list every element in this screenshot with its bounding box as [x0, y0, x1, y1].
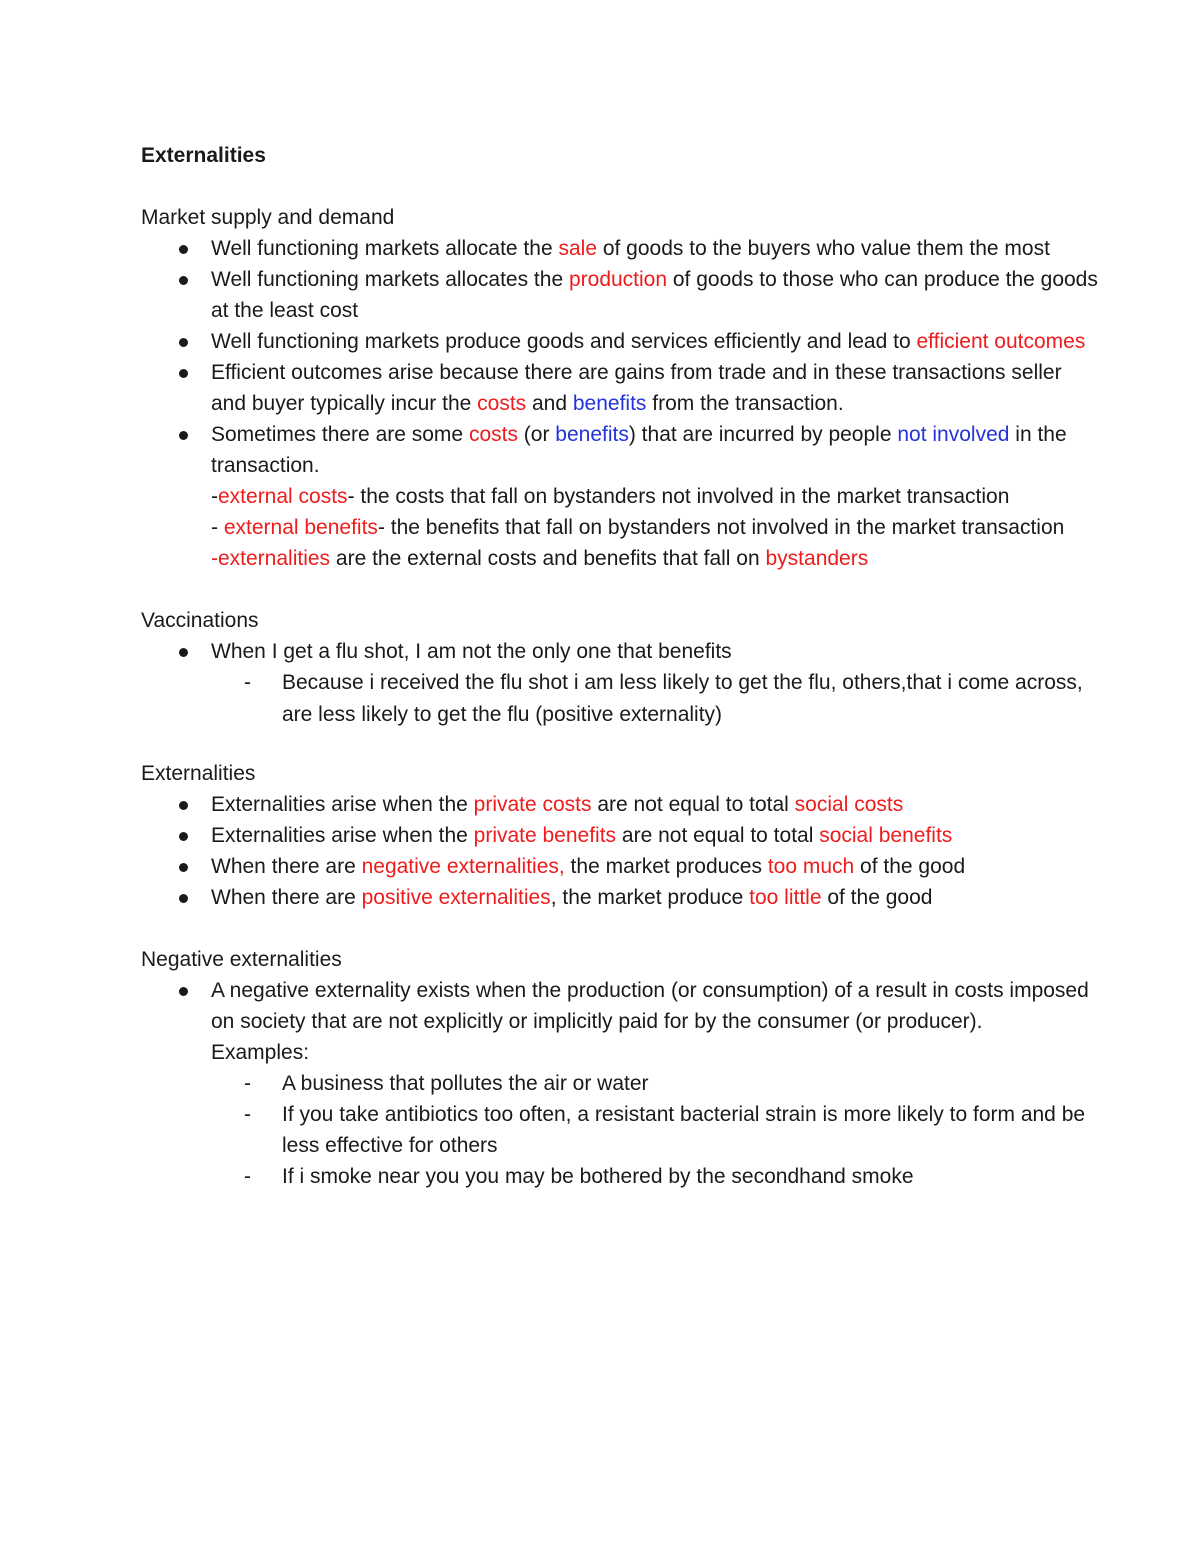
dash-list-examples — [211, 1068, 1101, 1192]
dash-list-vaccinations — [211, 667, 1101, 731]
bullet-list-negative-externalities — [141, 975, 1101, 1192]
section-heading-vaccinations: Vaccinations — [141, 609, 259, 632]
list-item: A negative externality exists when the production (or consumption) of a result in costs imposed on society that are not explicitly or implicitly paid for by the consumer (or producer). Examples: - A business that pollutes the air or water - If you take antibiotics too often, a resistant bacterial strain is more likely to form and be less effective for others - If i smoke near you you may be bothered by the secondhand smoke — [141, 975, 1101, 1192]
section-heading-market: Market supply and demand — [141, 206, 395, 229]
list-item: When there are negative externalities, the market produces too much of the good — [141, 851, 1101, 882]
definition-external-costs: -external costs- the costs that fall on bystanders not involved in the market transaction — [211, 485, 1010, 508]
section-heading-externalities: Externalities — [141, 762, 256, 785]
document-body — [141, 140, 1101, 1192]
bullet-list-market — [141, 233, 1101, 574]
list-item: Sometimes there are some costs (or benefits) that are incurred by people not involved in the transaction. -external costs- the costs that fall on bystanders not involved in the market transaction - external benefits- the benefits that fall on bystanders not involved in the market transaction -externalities are the external costs and benefits that fall on bystanders — [141, 419, 1101, 574]
list-item: - If i smoke near you you may be bothered by the secondhand smoke — [211, 1161, 1101, 1192]
list-item: Well functioning markets produce goods and services efficiently and lead to efficient outcomes — [141, 326, 1101, 357]
examples-label: Examples: — [211, 1041, 310, 1064]
list-item: Externalities arise when the private benefits are not equal to total social benefits — [141, 820, 1101, 851]
section-heading-negative-externalities: Negative externalities — [141, 948, 342, 971]
definition-externalities: -externalities are the external costs and benefits that fall on bystanders — [211, 547, 869, 570]
bullet-list-vaccinations — [141, 636, 1101, 731]
list-item: When there are positive externalities, the market produce too little of the good — [141, 882, 1101, 913]
list-item: - If you take antibiotics too often, a resistant bacterial strain is more likely to form and be less effective for others — [211, 1099, 1101, 1161]
definition-external-benefits: - external benefits- the benefits that fall on bystanders not involved in the market transaction — [211, 516, 1065, 539]
list-item: When I get a flu shot, I am not the only one that benefits - Because i received the flu shot i am less likely to get the flu, others,that i come across, are less likely to get the flu (positive externality) — [141, 636, 1101, 731]
list-item: - Because i received the flu shot i am less likely to get the flu, others,that i come across, are less likely to get the flu (positive externality) — [211, 667, 1101, 731]
list-item: Efficient outcomes arise because there are gains from trade and in these transactions seller and buyer typically incur the costs and benefits from the transaction. — [141, 357, 1101, 419]
list-item: Well functioning markets allocate the sale of goods to the buyers who value them the most — [141, 233, 1101, 264]
list-item: - A business that pollutes the air or water — [211, 1068, 1101, 1099]
list-item: Externalities arise when the private costs are not equal to total social costs — [141, 789, 1101, 820]
list-item: Well functioning markets allocates the production of goods to those who can produce the goods at the least cost — [141, 264, 1101, 326]
document-title: Externalities — [141, 144, 266, 167]
bullet-list-externalities — [141, 789, 1101, 913]
